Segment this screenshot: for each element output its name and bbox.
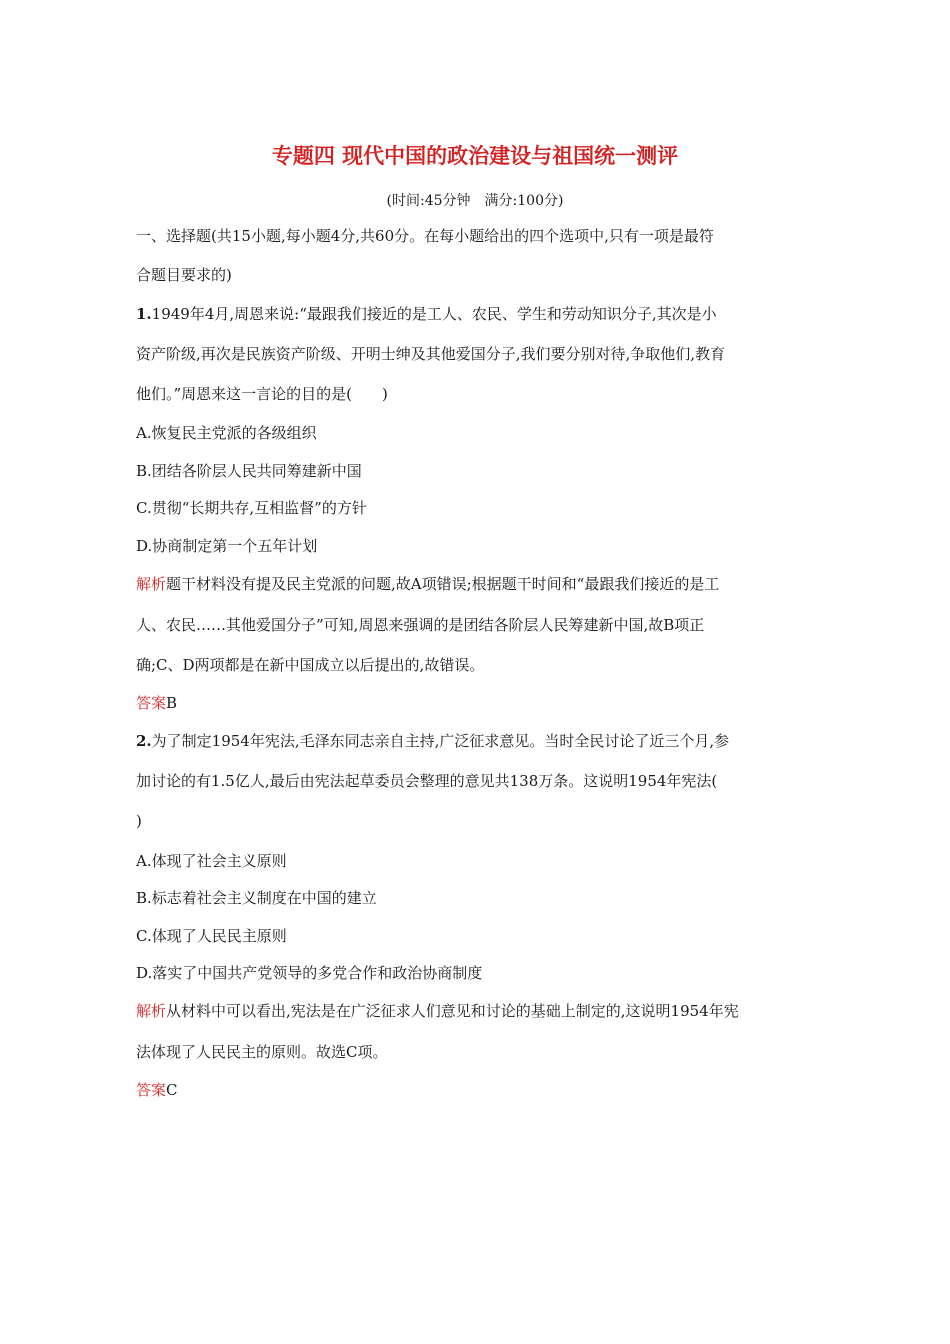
question-2-option-b: B.标志着社会主义制度在中国的建立: [136, 889, 377, 907]
question-1-option-a: A.恢复民主党派的各级组织: [136, 424, 317, 442]
question-1-analysis-line1: [136, 574, 816, 594]
question-2-option-c: C.体现了人民民主原则: [136, 927, 287, 945]
question-2-analysis-line1: [136, 1001, 816, 1021]
answer-label: 答案: [136, 1081, 167, 1099]
question-1-analysis-line2: 人、农民……其他爱国分子”可知,周恩来强调的是团结各阶层人民筹建新中国,故B项正: [136, 616, 705, 634]
section-instructions-line1: 一、选择题(共15小题,每小题4分,共60分。在每小题给出的四个选项中,只有一项是最符: [136, 227, 714, 245]
question-2-text: 为了制定1954年宪法,毛泽东同志亲自主持,广泛征求意见。当时全民讨论了近三个月,参: [151, 732, 730, 750]
exam-time-score: (时间:45分钟 满分:100分): [386, 193, 564, 209]
document-title: 专题四 现代中国的政治建设与祖国统一测评: [271, 144, 679, 168]
analysis-text: 题干材料没有提及民主党派的问题,故A项错误;根据题干时间和“最跟我们接近的是工: [166, 575, 720, 593]
question-1-line3: 他们。”周恩来这一言论的目的是( ): [136, 385, 388, 403]
analysis-text: 从材料中可以看出,宪法是在广泛征求人们意见和讨论的基础上制定的,这说明1954年宪: [166, 1002, 739, 1020]
section-instructions-line2: 合题目要求的): [136, 266, 232, 284]
answer-label: 答案: [136, 694, 167, 712]
question-2-line1: [136, 731, 816, 751]
question-1-option-c: C.贯彻“长期共存,互相监督”的方针: [136, 499, 367, 517]
answer-value: B: [166, 694, 178, 712]
question-1-line2: 资产阶级,再次是民族资产阶级、开明士绅及其他爱国分子,我们要分别对待,争取他们,教育: [136, 345, 726, 363]
question-1-analysis-line3: 确;C、D两项都是在新中国成立以后提出的,故错误。: [136, 656, 485, 674]
question-2-answer: [136, 1080, 816, 1100]
analysis-label: 解析: [136, 1002, 167, 1020]
question-2-option-d: D.落实了中国共产党领导的多党合作和政治协商制度: [136, 964, 483, 982]
answer-value: C: [166, 1081, 178, 1099]
question-2-option-a: A.体现了社会主义原则: [136, 852, 287, 870]
question-2-line3: ): [136, 812, 142, 830]
question-1-text: 1949年4月,周恩来说:“最跟我们接近的是工人、农民、学生和劳动知识分子,其次是小: [151, 305, 717, 323]
question-1-option-b: B.团结各阶层人民共同筹建新中国: [136, 462, 362, 480]
question-2-analysis-line2: 法体现了人民民主的原则。故选C项。: [136, 1043, 388, 1061]
analysis-label: 解析: [136, 575, 167, 593]
question-1-option-d: D.协商制定第一个五年计划: [136, 537, 318, 555]
question-2-line2: 加讨论的有1.5亿人,最后由宪法起草委员会整理的意见共138万条。这说明1954年宪法(: [136, 772, 718, 790]
question-2-number: 2.: [136, 732, 152, 750]
question-1-number: 1.: [136, 305, 152, 323]
question-1-line1: [136, 304, 816, 324]
question-1-answer: [136, 693, 816, 713]
